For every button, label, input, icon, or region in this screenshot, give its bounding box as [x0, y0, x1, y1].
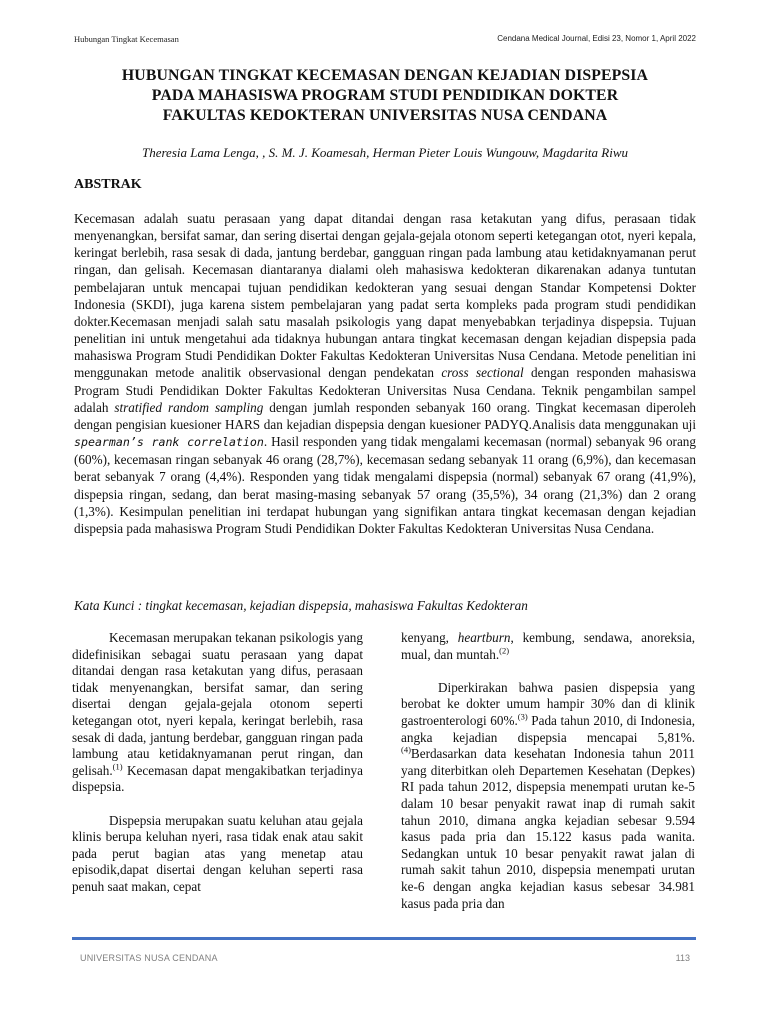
abstract-text	[74, 210, 696, 537]
abstract-segment-3: dengan jumlah responden sebanyak 160 orang. Tingkat kecemasan diperoleh dengan pengisian kuesioner HARS dan kejadian dispepsia dengan kuesioner PADYQ.Analisis data menggunakan uji	[74, 399, 696, 432]
paragraph-text-tail: Kecemasan dapat mengakibatkan terjadinya dispepsia.	[72, 762, 363, 795]
paragraph-text: Kecemasan merupakan tekanan psikologis yang didefinisikan sebagai suatu perasaan yang dapat ditandai dengan rasa ketakutan yang difus, perasaan tidak menyenangkan, bersifat samar, dan sering disertai dengan gejala-gejala otonom seperti ketegangan otot, nyeri kepala, keringat berlebih, rasa sesak di dada, jantung berdebar, gangguan ringan pada lambung atau ketidaknyamanan perut ringan, dan gelisah.	[72, 630, 363, 778]
paragraph-dispepsia: Dispepsia merupakan suatu keluhan atau gejala klinis berupa keluhan nyeri, rasa tidak enak atau sakit pada perut bagian atas yang menetap atau episodik,dapat disertai dengan keluhan seperti rasa penuh saat makan, cepat	[72, 812, 363, 894]
author-list: Theresia Lama Lenga, , S. M. J. Koamesah, Herman Pieter Louis Wungouw, Magdarita Riwu	[141, 145, 629, 160]
running-head-journal: Cendana Medical Journal, Edisi 23, Nomor 1, April 2022	[497, 34, 696, 43]
abstract-segment-1: Kecemasan adalah suatu perasaan yang dapat ditandai dengan rasa ketakutan yang difus, perasaan tidak menyenangkan, bersifat samar, dan sering disertai dengan gejala-gejala otonom seperti ketegangan otot, nyeri kepala, keringat berlebih, rasa sesak di dada, jantung berdebar, gangguan ringan pada lambung atau ketidaknyamanan perut ringan, dan gelisah. Kecemasan diantaranya dialami oleh mahasiswa kedokteran dikarenakan adanya tuntutan pembelajaran untuk mencapai tujuan pendidikan kedokteran yang sesuai dengan Standar Kompetensi Dokter Indonesia (SKDI), juga karena sistem pembelajaran yang padat serta kompleks pada program studi pendidikan dokter.Kecemasan menjadi salah satu masalah psikologis yang dapat menyebabkan terjadinya dispepsia. Tujuan penelitian ini untuk mengetahui ada tidaknya hubungan antara tingkat kecemasan dengan kejadian dispepsia pada mahasiswa Program Studi Pendidikan Dokter Fakultas Kedokteran Universitas Nusa Cendana. Metode penelitian ini menggunakan metode analitik observasional dengan pendekatan	[74, 211, 696, 381]
title-line-1: HUBUNGAN TINGKAT KECEMASAN DENGAN KEJADIAN DISPEPSIA	[121, 67, 649, 84]
article-title	[74, 66, 696, 126]
body-column-right	[401, 630, 695, 929]
paragraph-text-c: Berdasarkan data kesehatan Indonesia tahun 2011 yang diterbitkan oleh Departemen Kesehatan (Depkes) RI pada tahun 2012, dispepsia menempati urutan ke-5 dalam 10 besar penyakit rawat inap di rumah sakit tahun 2010, dimana angka kejadian sebesar 9.594 kasus pada pria dan 15.122 kasus pada wanita. Sedangkan untuk 10 besar penyakit rawat jalan di rumah sakit tahun 2010, dispepsia menempati urutan ke-6 dengan angka kejadian kasus sebesar 34.981 kasus pada pria dan	[401, 746, 695, 911]
paragraph-text: Diperkirakan bahwa pasien dispepsia yang berobat ke dokter umum hampir 30% dan di klinik gastroenterologi 60%.	[401, 679, 695, 728]
abstract-emphasis-spearman: spearman’s rank correlation	[74, 435, 264, 450]
citation-4: (4)	[401, 744, 411, 755]
paragraph-prevalence	[401, 680, 695, 912]
paragraph-text-b: Pada tahun 2010, di Indonesia, angka kejadian dispepsia mencapai 5,81%.	[401, 712, 695, 745]
running-head	[74, 34, 696, 48]
abstract-emphasis-cross-sectional: cross sectional	[441, 365, 524, 381]
abstract-segment-4: . Hasil responden yang tidak mengalami kecemasan (normal) sebanyak 96 orang (60%), kecemasan ringan sebanyak 46 orang (28,7%), kecemasan sedang sebanyak 11 orang (6,9%), dan kecemasan berat sebanyak 7 orang (4,4%). Responden yang tidak mengalami dispepsia (normal) sebanyak 67 orang (41,9%), dispepsia ringan, sedang, dan berat masing-masing sebanyak 57 orang (35,5%), 34 orang (21,3%) dan 2 orang (1,3%). Kesimpulan penelitian ini terdapat hubungan yang signifikan antara tingkat kecemasan dengan kejadian dispepsia pada mahasiswa Program Studi Pendidikan Dokter Fakultas Kedokteran Universitas Nusa Cendana.	[74, 434, 696, 536]
keywords: Kata Kunci : tingkat kecemasan, kejadian dispepsia, mahasiswa Fakultas Kedokteran	[74, 598, 528, 613]
running-head-title: Hubungan Tingkat Kecemasan	[74, 34, 179, 44]
page-footer	[74, 953, 696, 967]
citation-1: (1)	[112, 761, 123, 772]
abstract-emphasis-sampling: stratified random sampling	[114, 399, 264, 415]
body-column-left	[72, 630, 363, 912]
paragraph-kecemasan	[72, 630, 363, 796]
title-line-2: PADA MAHASISWA PROGRAM STUDI PENDIDIKAN DOKTER	[151, 87, 619, 104]
citation-3: (3)	[517, 711, 528, 722]
abstract-heading: ABSTRAK	[74, 177, 142, 192]
paragraph-text-b: , kembung, sendawa, anoreksia, mual, dan muntah.	[401, 630, 695, 662]
paragraph-continued	[401, 630, 695, 663]
abstract-segment-2: dengan responden mahasiswa Program Studi Pendidikan Dokter Fakultas Kedokteran Universitas Nusa Cendana. Teknik pengambilan sampel adalah	[74, 365, 696, 415]
page-number: 113	[675, 953, 690, 963]
paragraph-text: kenyang,	[401, 630, 458, 645]
title-line-3: FAKULTAS KEDOKTERAN UNIVERSITAS NUSA CENDANA	[162, 107, 608, 124]
emphasis-heartburn: heartburn	[457, 630, 511, 645]
footer-divider	[72, 937, 696, 940]
footer-institution: UNIVERSITAS NUSA CENDANA	[80, 953, 218, 963]
citation-2: (2)	[499, 645, 510, 656]
